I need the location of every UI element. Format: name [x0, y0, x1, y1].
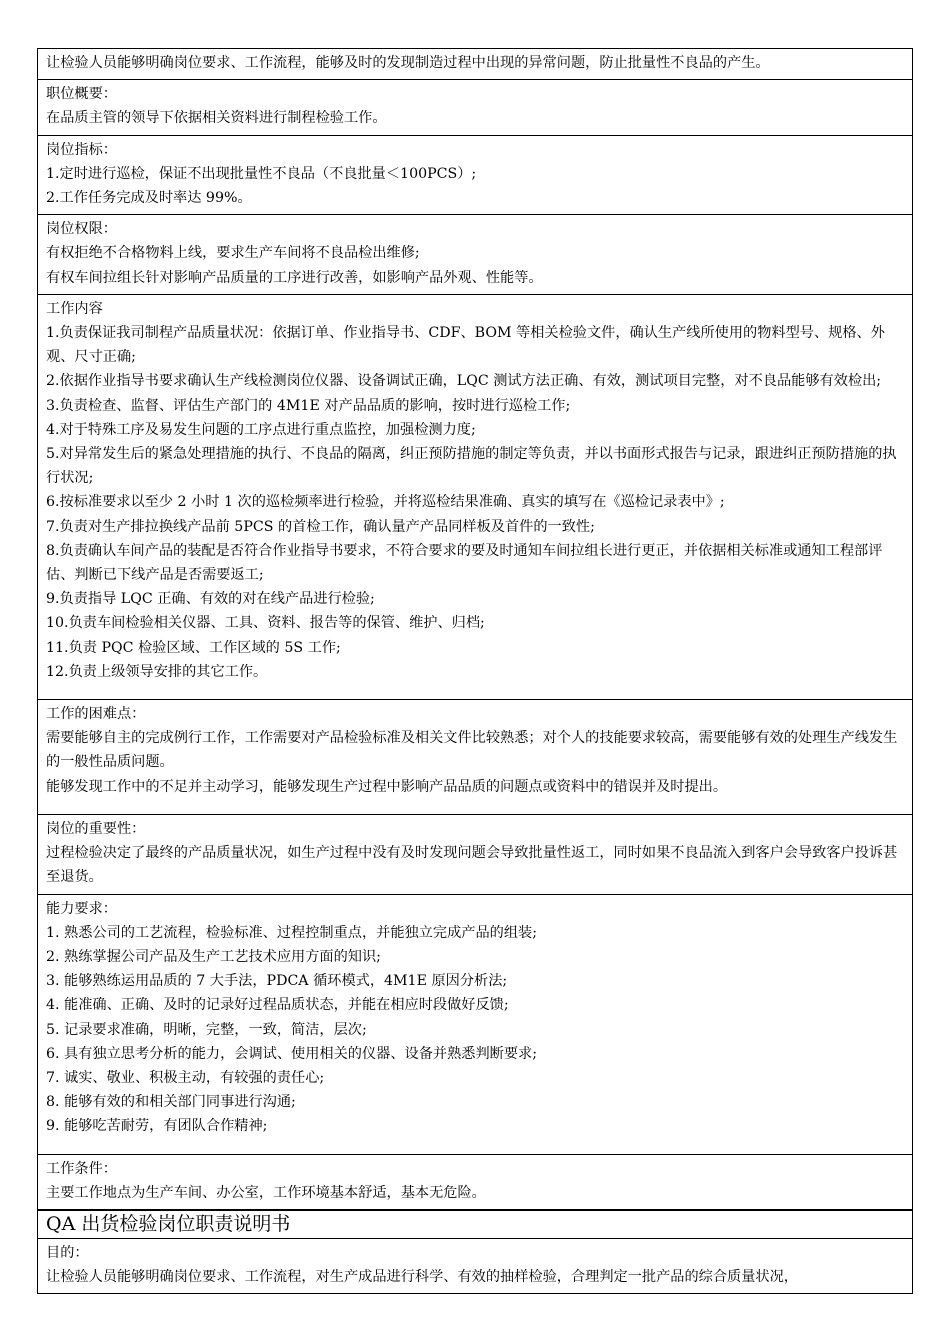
qa-purpose-section — [37, 1238, 913, 1294]
section-heading: 工作条件： — [46, 1160, 117, 1177]
section-line: 8.负责确认车间产品的装配是否符合作业指导书要求，不符合要求的要及时通知车间拉组长进行更正，并依据相关标准或通知工程部评估、判断已下线产品是否需要返工; — [46, 542, 883, 584]
section-line: 9. 能够吃苦耐劳，有团队合作精神; — [46, 1118, 268, 1135]
section-line: 4. 能准确、正确、及时的记录好过程品质状态，并能在相应时段做好反馈; — [46, 997, 509, 1014]
section-line: 过程检验决定了最终的产品质量状况，如生产过程中没有及时发现问题会导致批量性返工，同时如果不良品流入到客户会导致客户投诉甚至退货。 — [46, 845, 898, 886]
section-line: 主要工作地点为生产车间、办公室，工作环境基本舒适，基本无危险。 — [46, 1184, 486, 1201]
qa-purpose-text: 让检验人员能够明确岗位要求、工作流程，对生产成品进行科学、有效的抽样检验，合理判定一批产品的综合质量状况， — [46, 1269, 798, 1286]
section-line: 5. 记录要求准确，明晰，完整，一致，简洁，层次; — [46, 1021, 367, 1038]
section-line: 2.工作任务完成及时率达 99%。 — [46, 190, 252, 207]
section-line: 1. 熟悉公司的工艺流程，检验标准、过程控制重点，并能独立完成产品的组装; — [46, 924, 538, 941]
section-line: 12.负责上级领导安排的其它工作。 — [46, 663, 268, 680]
section-line: 1.定时进行巡检，保证不出现批量性不良品（不良批量＜100PCS）; — [46, 165, 477, 182]
section-heading: 岗位的重要性： — [46, 820, 146, 837]
section-spacer — [46, 1139, 904, 1150]
section-purpose-cont — [37, 48, 913, 79]
qa-title-text: QA 出货检验岗位职责说明书 — [46, 1212, 291, 1235]
section-heading: 能力要求： — [46, 900, 117, 917]
section-heading: 岗位权限： — [46, 221, 117, 238]
section-line: 9.负责指导 LQC 正确、有效的对在线产品进行检验; — [46, 591, 375, 608]
section-line: 1.负责保证我司制程产品质量状况：依据订单、作业指导书、CDF、BOM 等相关检验文件，确认生产线所使用的物料型号、规格、外观、尺寸正确; — [46, 325, 885, 366]
section-line: 4.对于特殊工序及易发生问题的工序点进行重点监控，加强检测力度; — [46, 421, 476, 438]
qa-section-title — [37, 1210, 913, 1238]
section-line: 11.负责 PQC 检验区域、工作区域的 5S 工作; — [46, 639, 341, 656]
section-line: 8. 能够有效的和相关部门同事进行沟通; — [46, 1094, 296, 1111]
section-ability — [37, 894, 913, 1154]
section-line: 有权拒绝不合格物料上线，要求生产车间将不良品检出维修; — [46, 245, 420, 262]
section-line: 3. 能够熟练运用品质的 7 大手法，PDCA 循环模式，4M1E 原因分析法; — [46, 973, 508, 990]
section-spacer — [46, 799, 904, 810]
section-heading: 职位概要： — [46, 86, 117, 103]
section-line: 7.负责对生产排拉换线产品前 5PCS 的首检工作，确认量产产品同样板及首件的一致性; — [46, 518, 595, 535]
section-heading: 工作的困难点： — [46, 706, 146, 723]
section-conditions — [37, 1154, 913, 1210]
section-line: 在品质主管的领导下依据相关资料进行制程检验工作。 — [46, 110, 387, 127]
section-heading: 岗位指标： — [46, 141, 117, 158]
section-line: 能够发现工作中的不足并主动学习，能够发现生产过程中影响产品品质的问题点或资料中的错误并及时提出。 — [46, 778, 728, 795]
qa-purpose-heading: 目的： — [46, 1244, 89, 1261]
section-line: 6. 具有独立思考分析的能力，会调试、使用相关的仪器、设备并熟悉判断要求; — [46, 1045, 538, 1062]
section-content — [37, 294, 913, 699]
section-authority — [37, 214, 913, 294]
section-line: 有权车间拉组长针对影响产品质量的工序进行改善，如影响产品外观、性能等。 — [46, 269, 543, 286]
section-difficulties — [37, 699, 913, 814]
section-indicators — [37, 135, 913, 215]
section-line: 3.负责检查、监督、评估生产部门的 4M1E 对产品品质的影响，按时进行巡检工作; — [46, 397, 571, 414]
section-line: 2. 熟练掌握公司产品及生产工艺技术应用方面的知识; — [46, 948, 381, 965]
section-spacer — [46, 684, 904, 695]
section-line: 2.依据作业指导书要求确认生产线检测岗位仪器、设备调试正确，LQC 测试方法正确、有效，测试项目完整，对不良品能够有效检出; — [46, 373, 882, 390]
section-importance — [37, 814, 913, 894]
section-line: 需要能够自主的完成例行工作，工作需要对产品检验标准及相关文件比较熟悉；对个人的技能要求较高，需要能够有效的处理生产线发生的一般性品质问题。 — [46, 730, 898, 771]
job-description-sheet — [37, 48, 913, 1294]
section-line: 7. 诚实、敬业、积极主动，有较强的责任心; — [46, 1069, 325, 1086]
section-overview — [37, 79, 913, 134]
section-line: 6.按标准要求以至少 2 小时 1 次的巡检频率进行检验，并将巡检结果准确、真实的填写在《巡检记录表中》; — [46, 494, 725, 511]
section-heading: 工作内容 — [46, 300, 103, 317]
section-line: 5.对异常发生后的紧急处理措施的执行、不良品的隔离，纠正预防措施的制定等负责，并以书面形式报告与记录，跟进纠正预防措施的执行状况; — [46, 446, 897, 487]
section-line: 让检验人员能够明确岗位要求、工作流程，能够及时的发现制造过程中出现的异常问题，防止批量性不良品的产生。 — [46, 55, 770, 71]
section-line: 10.负责车间检验相关仪器、工具、资料、报告等的保管、维护、归档; — [46, 615, 485, 632]
